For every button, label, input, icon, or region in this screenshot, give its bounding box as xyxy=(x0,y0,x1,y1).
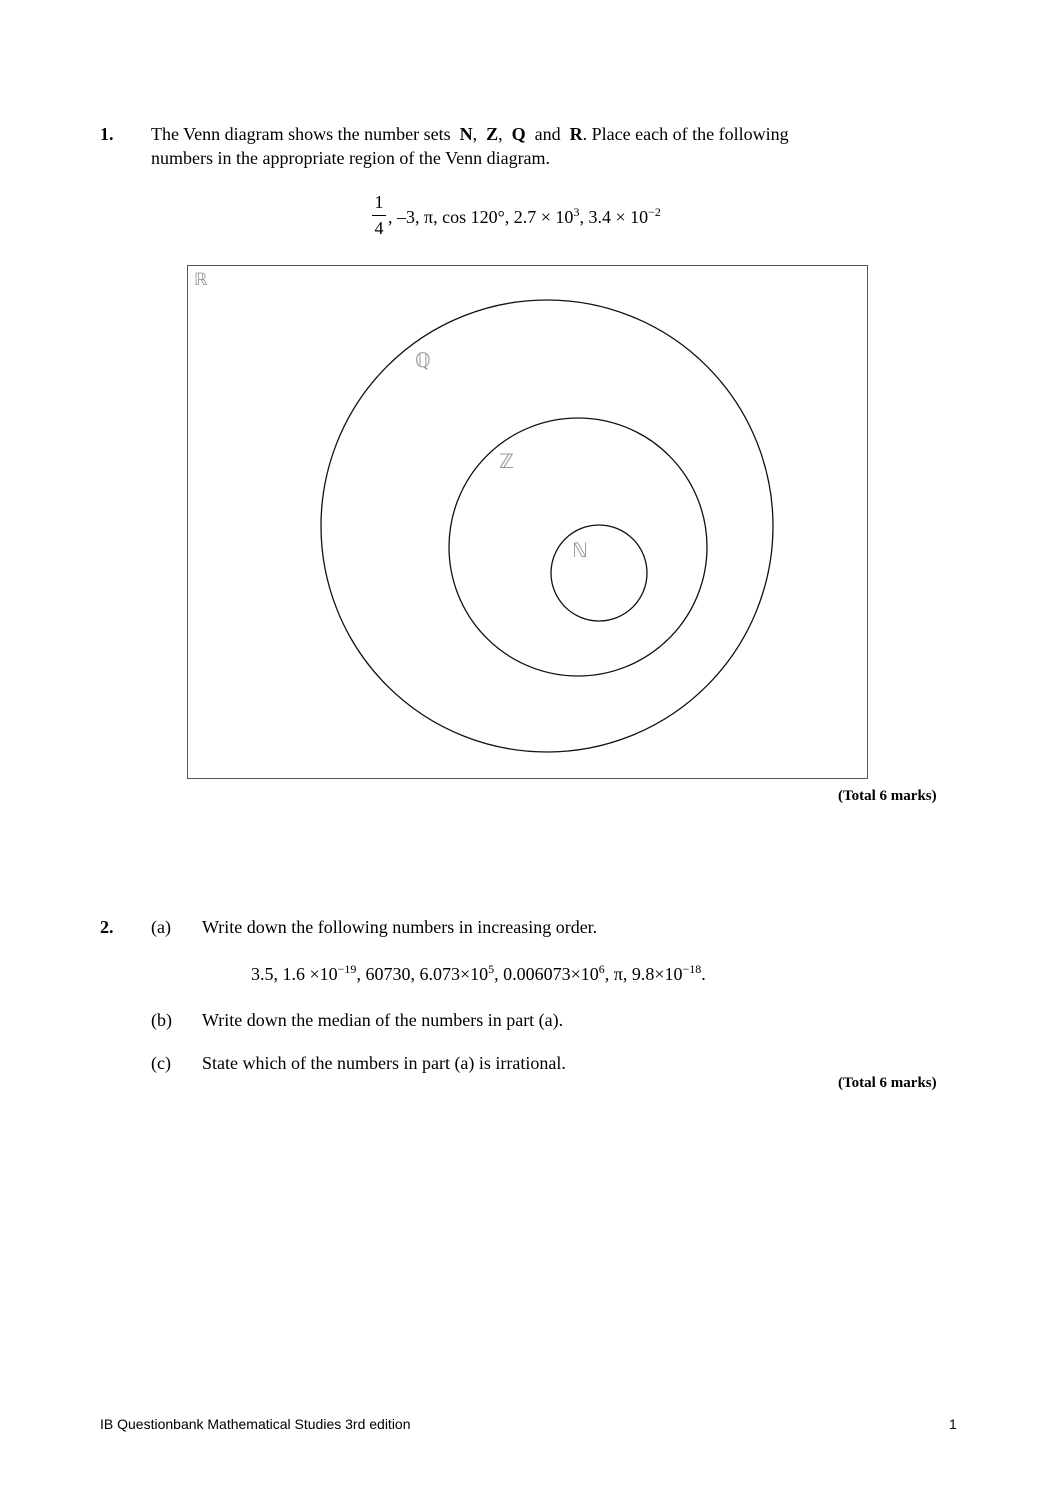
question-1-line-2: numbers in the appropriate region of the Venn diagram. xyxy=(151,148,551,168)
set-symbol-z: Z xyxy=(486,124,499,144)
sequence-part-3: , 0.006073×10 xyxy=(494,964,599,984)
question-2-marks: (Total 6 marks) xyxy=(838,1075,937,1091)
venn-diagram xyxy=(187,265,868,779)
exponent-2: −2 xyxy=(648,205,661,219)
label-integers: ℤ xyxy=(499,449,514,473)
number-sequence xyxy=(251,962,706,986)
sequence-exponent-4: −18 xyxy=(682,962,702,976)
label-rationals: ℚ xyxy=(415,348,431,372)
sequence-part-2: , 60730, 6.073×10 xyxy=(356,964,489,984)
set-symbol-q: Q xyxy=(511,124,526,144)
exponent-1: 3 xyxy=(573,205,580,219)
question-2-number: 2. xyxy=(100,917,114,937)
sequence-part-1: 3.5, 1.6 ×10 xyxy=(251,964,338,984)
number-list-part-2: , 3.4 × 10 xyxy=(579,207,649,227)
sequence-part-4: , π, 9.8×10 xyxy=(604,964,683,984)
label-naturals: ℕ xyxy=(572,538,589,562)
sequence-exponent-3: 6 xyxy=(598,962,605,976)
question-1-intro: The Venn diagram shows the number sets xyxy=(151,124,451,144)
circle-naturals xyxy=(551,525,647,621)
part-a-label: (a) xyxy=(151,917,171,937)
part-b-text: Write down the median of the numbers in part (a). xyxy=(202,1010,564,1030)
set-symbol-n: N xyxy=(459,124,473,144)
sequence-end: . xyxy=(701,964,706,984)
fraction-denominator: 4 xyxy=(374,218,384,238)
set-symbol-r: R xyxy=(569,124,583,144)
page-number: 1 xyxy=(949,1416,957,1432)
part-a-text: Write down the following numbers in increasing order. xyxy=(202,917,598,937)
question-1-marks: (Total 6 marks) xyxy=(838,788,937,804)
question-1-line-1: The Venn diagram shows the number sets N, Z, Q and R. Place each of the following xyxy=(151,124,789,144)
fraction-bar xyxy=(372,215,386,216)
part-c-text: State which of the numbers in part (a) is irrational. xyxy=(202,1053,566,1073)
part-c-label: (c) xyxy=(151,1053,171,1073)
part-b-label: (b) xyxy=(151,1010,172,1030)
question-1-number: 1. xyxy=(100,124,114,144)
label-reals: ℝ xyxy=(194,270,208,290)
footer-source: IB Questionbank Mathematical Studies 3rd edition xyxy=(100,1416,411,1432)
sequence-exponent-2: 5 xyxy=(488,962,495,976)
number-list xyxy=(388,205,661,229)
sequence-exponent-1: −19 xyxy=(337,962,357,976)
fraction-numerator: 1 xyxy=(374,192,384,212)
number-list-part-1: , –3, π, cos 120°, 2.7 × 10 xyxy=(388,207,574,227)
and-word: and xyxy=(534,124,561,144)
venn-circles xyxy=(188,266,869,780)
question-1-intro-end: . Place each of the following xyxy=(582,124,789,144)
